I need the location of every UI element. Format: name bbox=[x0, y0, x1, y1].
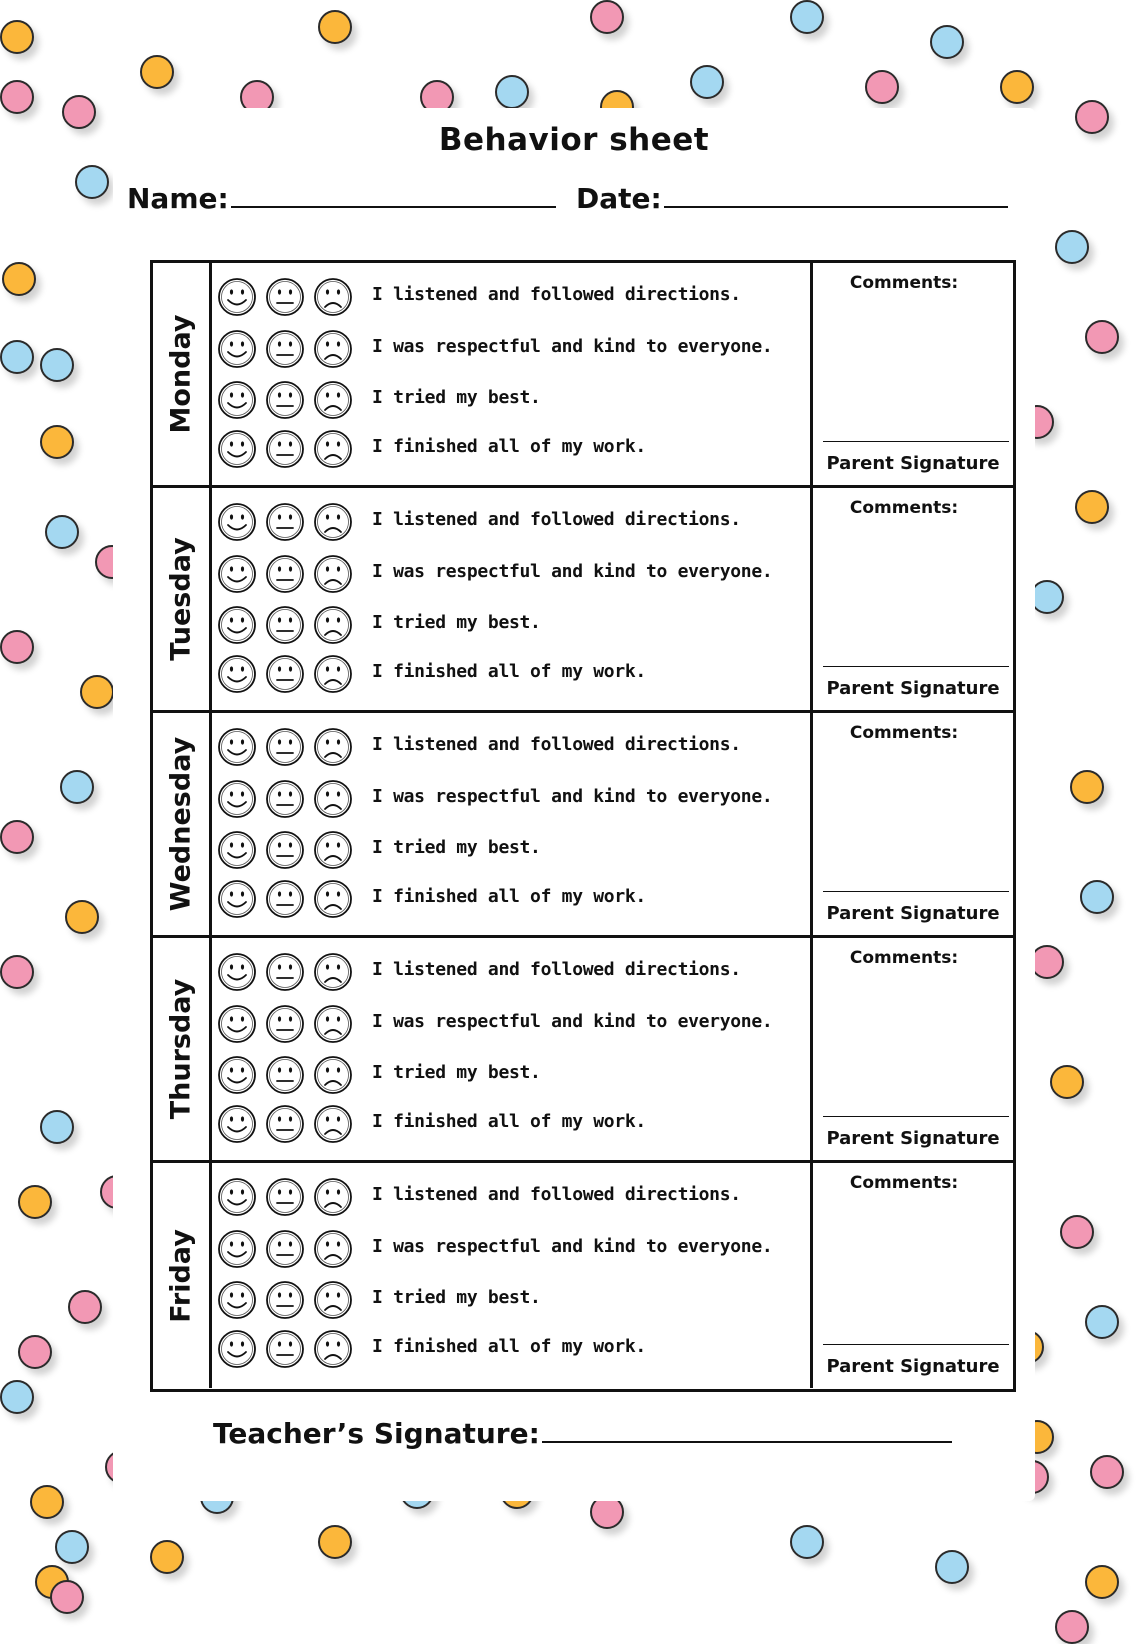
smiley-face-icon[interactable] bbox=[217, 952, 257, 992]
comments-cell[interactable] bbox=[813, 488, 1013, 710]
background-dot bbox=[45, 515, 79, 549]
behavior-item-text: I tried my best. bbox=[372, 612, 541, 633]
background-dot bbox=[1090, 1455, 1124, 1489]
background-dot bbox=[18, 1335, 52, 1369]
neutral-face-icon[interactable] bbox=[265, 1329, 305, 1369]
behavior-item-row bbox=[212, 721, 810, 771]
background-dot bbox=[0, 955, 34, 989]
background-dot bbox=[0, 340, 34, 374]
behavior-items bbox=[212, 488, 813, 710]
background-dot bbox=[0, 80, 34, 114]
frowning-face-icon[interactable] bbox=[313, 1229, 353, 1269]
frowning-face-icon[interactable] bbox=[313, 277, 353, 317]
behavior-item-row bbox=[212, 374, 810, 424]
sheet-title: Behavior sheet bbox=[438, 122, 710, 158]
neutral-face-icon[interactable] bbox=[265, 605, 305, 645]
teacher-signature-label: Teacher’s Signature: bbox=[213, 1417, 540, 1450]
smiley-face-icon[interactable] bbox=[217, 1104, 257, 1144]
frowning-face-icon[interactable] bbox=[313, 1177, 353, 1217]
background-dot bbox=[62, 95, 96, 129]
day-label-cell bbox=[153, 488, 212, 710]
date-blank-line[interactable] bbox=[664, 180, 1008, 208]
smiley-face-icon[interactable] bbox=[217, 830, 257, 870]
date-label: Date: bbox=[576, 182, 662, 215]
background-dot bbox=[0, 820, 34, 854]
background-dot bbox=[318, 10, 352, 44]
background-dot bbox=[18, 1185, 52, 1219]
background-dot bbox=[1000, 70, 1034, 104]
day-label-cell bbox=[153, 263, 212, 485]
behavior-item-text: I listened and followed directions. bbox=[372, 509, 741, 530]
parent-signature-line[interactable] bbox=[823, 1116, 1009, 1117]
name-blank-line[interactable] bbox=[231, 180, 556, 208]
neutral-face-icon[interactable] bbox=[265, 329, 305, 369]
comments-label: Comments: bbox=[849, 948, 959, 968]
background-dot bbox=[590, 0, 624, 34]
day-block-wednesday bbox=[153, 713, 1013, 938]
smiley-face-icon[interactable] bbox=[217, 277, 257, 317]
background-dot bbox=[1055, 230, 1089, 264]
behavior-item-text: I was respectful and kind to everyone. bbox=[372, 1011, 773, 1032]
frowning-face-icon[interactable] bbox=[313, 605, 353, 645]
parent-signature-line[interactable] bbox=[823, 666, 1009, 667]
day-block-thursday bbox=[153, 938, 1013, 1163]
behavior-item-text: I tried my best. bbox=[372, 837, 541, 858]
behavior-item-row bbox=[212, 496, 810, 546]
smiley-face-icon[interactable] bbox=[217, 1229, 257, 1269]
behavior-item-row bbox=[212, 1049, 810, 1099]
background-dot bbox=[790, 0, 824, 34]
background-dot bbox=[1030, 580, 1064, 614]
behavior-item-row bbox=[212, 873, 810, 923]
background-dot bbox=[1075, 100, 1109, 134]
behavior-items bbox=[212, 1163, 813, 1388]
neutral-face-icon[interactable] bbox=[265, 277, 305, 317]
parent-signature-line[interactable] bbox=[823, 441, 1009, 442]
comments-cell[interactable] bbox=[813, 263, 1013, 485]
day-label: Friday bbox=[165, 1228, 197, 1323]
behavior-item-row bbox=[212, 1098, 810, 1148]
parent-signature-label: Parent Signature bbox=[826, 678, 1000, 699]
day-block-monday bbox=[153, 263, 1013, 488]
behavior-items bbox=[212, 938, 813, 1160]
behavior-item-text: I was respectful and kind to everyone. bbox=[372, 336, 773, 357]
comments-label: Comments: bbox=[849, 723, 959, 743]
frowning-face-icon[interactable] bbox=[313, 830, 353, 870]
neutral-face-icon[interactable] bbox=[265, 952, 305, 992]
frowning-face-icon[interactable] bbox=[313, 727, 353, 767]
neutral-face-icon[interactable] bbox=[265, 380, 305, 420]
date-field bbox=[576, 180, 1008, 215]
neutral-face-icon[interactable] bbox=[265, 727, 305, 767]
frowning-face-icon[interactable] bbox=[313, 502, 353, 542]
behavior-item-text: I was respectful and kind to everyone. bbox=[372, 786, 773, 807]
background-dot bbox=[1050, 1065, 1084, 1099]
comments-cell[interactable] bbox=[813, 1163, 1013, 1388]
comments-label: Comments: bbox=[849, 273, 959, 293]
background-dot bbox=[80, 675, 114, 709]
frowning-face-icon[interactable] bbox=[313, 779, 353, 819]
behavior-item-row bbox=[212, 599, 810, 649]
smiley-face-icon[interactable] bbox=[217, 329, 257, 369]
background-dot bbox=[1080, 880, 1114, 914]
background-dot bbox=[30, 1485, 64, 1519]
background-dot bbox=[1085, 1305, 1119, 1339]
day-label-cell bbox=[153, 713, 212, 935]
background-dot bbox=[40, 348, 74, 382]
behavior-item-row bbox=[212, 773, 810, 823]
background-dot bbox=[495, 75, 529, 109]
parent-signature-label: Parent Signature bbox=[826, 453, 1000, 474]
behavior-item-text: I tried my best. bbox=[372, 1287, 541, 1308]
smiley-face-icon[interactable] bbox=[217, 727, 257, 767]
day-label: Monday bbox=[165, 314, 197, 434]
name-field bbox=[127, 180, 556, 215]
behavior-item-text: I listened and followed directions. bbox=[372, 734, 741, 755]
teacher-signature-field bbox=[213, 1415, 952, 1450]
behavior-item-text: I finished all of my work. bbox=[372, 1336, 646, 1357]
smiley-face-icon[interactable] bbox=[217, 654, 257, 694]
smiley-face-icon[interactable] bbox=[217, 1055, 257, 1095]
background-dot bbox=[790, 1525, 824, 1559]
background-dot bbox=[2, 262, 36, 296]
frowning-face-icon[interactable] bbox=[313, 380, 353, 420]
neutral-face-icon[interactable] bbox=[265, 502, 305, 542]
behavior-item-row bbox=[212, 323, 810, 373]
day-label-cell bbox=[153, 1163, 212, 1388]
behavior-item-row bbox=[212, 1323, 810, 1373]
neutral-face-icon[interactable] bbox=[265, 554, 305, 594]
neutral-face-icon[interactable] bbox=[265, 1055, 305, 1095]
parent-signature-label: Parent Signature bbox=[826, 1128, 1000, 1149]
background-dot bbox=[1085, 320, 1119, 354]
frowning-face-icon[interactable] bbox=[313, 1280, 353, 1320]
background-dot bbox=[150, 1540, 184, 1574]
smiley-face-icon[interactable] bbox=[217, 879, 257, 919]
behavior-item-row bbox=[212, 824, 810, 874]
background-dot bbox=[935, 1550, 969, 1584]
smiley-face-icon[interactable] bbox=[217, 380, 257, 420]
behavior-item-text: I listened and followed directions. bbox=[372, 959, 741, 980]
name-label: Name: bbox=[127, 182, 229, 215]
behavior-items bbox=[212, 713, 813, 935]
teacher-signature-line[interactable] bbox=[542, 1415, 952, 1443]
smiley-face-icon[interactable] bbox=[217, 1280, 257, 1320]
background-dot bbox=[60, 770, 94, 804]
comments-cell[interactable] bbox=[813, 938, 1013, 1160]
behavior-item-row bbox=[212, 423, 810, 473]
smiley-face-icon[interactable] bbox=[217, 554, 257, 594]
background-dot bbox=[1075, 490, 1109, 524]
behavior-item-row bbox=[212, 998, 810, 1048]
comments-cell[interactable] bbox=[813, 713, 1013, 935]
background-dot bbox=[40, 1110, 74, 1144]
behavior-items bbox=[212, 263, 813, 485]
behavior-item-row bbox=[212, 1223, 810, 1273]
neutral-face-icon[interactable] bbox=[265, 429, 305, 469]
smiley-face-icon[interactable] bbox=[217, 605, 257, 645]
neutral-face-icon[interactable] bbox=[265, 1177, 305, 1217]
behavior-item-text: I listened and followed directions. bbox=[372, 284, 741, 305]
background-dot bbox=[0, 1380, 34, 1414]
background-dot bbox=[930, 25, 964, 59]
smiley-face-icon[interactable] bbox=[217, 502, 257, 542]
comments-label: Comments: bbox=[849, 498, 959, 518]
behavior-item-row bbox=[212, 1274, 810, 1324]
frowning-face-icon[interactable] bbox=[313, 1104, 353, 1144]
behavior-item-text: I was respectful and kind to everyone. bbox=[372, 1236, 773, 1257]
background-dot bbox=[55, 1530, 89, 1564]
smiley-face-icon[interactable] bbox=[217, 1177, 257, 1217]
day-label: Wednesday bbox=[165, 736, 197, 912]
day-block-friday bbox=[153, 1163, 1013, 1388]
behavior-table bbox=[150, 260, 1016, 1392]
behavior-item-row bbox=[212, 648, 810, 698]
parent-signature-line[interactable] bbox=[823, 891, 1009, 892]
smiley-face-icon[interactable] bbox=[217, 1004, 257, 1044]
neutral-face-icon[interactable] bbox=[265, 654, 305, 694]
behavior-item-row bbox=[212, 548, 810, 598]
frowning-face-icon[interactable] bbox=[313, 329, 353, 369]
day-label: Thursday bbox=[165, 978, 197, 1120]
smiley-face-icon[interactable] bbox=[217, 779, 257, 819]
behavior-item-text: I tried my best. bbox=[372, 387, 541, 408]
parent-signature-line[interactable] bbox=[823, 1344, 1009, 1345]
frowning-face-icon[interactable] bbox=[313, 654, 353, 694]
background-dot bbox=[65, 900, 99, 934]
background-dot bbox=[75, 165, 109, 199]
behavior-item-row bbox=[212, 946, 810, 996]
day-label-cell bbox=[153, 938, 212, 1160]
smiley-face-icon[interactable] bbox=[217, 429, 257, 469]
frowning-face-icon[interactable] bbox=[313, 1329, 353, 1369]
behavior-item-text: I finished all of my work. bbox=[372, 436, 646, 457]
behavior-item-text: I was respectful and kind to everyone. bbox=[372, 561, 773, 582]
frowning-face-icon[interactable] bbox=[313, 879, 353, 919]
day-block-tuesday bbox=[153, 488, 1013, 713]
background-dot bbox=[1055, 1610, 1089, 1644]
background-dot bbox=[690, 65, 724, 99]
behavior-item-text: I finished all of my work. bbox=[372, 661, 646, 682]
behavior-item-row bbox=[212, 1171, 810, 1221]
background-dot bbox=[0, 20, 34, 54]
neutral-face-icon[interactable] bbox=[265, 1229, 305, 1269]
neutral-face-icon[interactable] bbox=[265, 830, 305, 870]
neutral-face-icon[interactable] bbox=[265, 1104, 305, 1144]
background-dot bbox=[140, 55, 174, 89]
neutral-face-icon[interactable] bbox=[265, 779, 305, 819]
background-dot bbox=[40, 425, 74, 459]
frowning-face-icon[interactable] bbox=[313, 1055, 353, 1095]
background-dot bbox=[1070, 770, 1104, 804]
smiley-face-icon[interactable] bbox=[217, 1329, 257, 1369]
background-dot bbox=[1085, 1565, 1119, 1599]
parent-signature-label: Parent Signature bbox=[826, 1356, 1000, 1377]
neutral-face-icon[interactable] bbox=[265, 879, 305, 919]
behavior-item-text: I listened and followed directions. bbox=[372, 1184, 741, 1205]
behavior-item-text: I tried my best. bbox=[372, 1062, 541, 1083]
background-dot bbox=[68, 1290, 102, 1324]
day-label: Tuesday bbox=[165, 537, 197, 661]
background-dot bbox=[1030, 945, 1064, 979]
background-dot bbox=[1060, 1215, 1094, 1249]
behavior-item-text: I finished all of my work. bbox=[372, 886, 646, 907]
background-dot bbox=[865, 70, 899, 104]
behavior-item-row bbox=[212, 271, 810, 321]
frowning-face-icon[interactable] bbox=[313, 952, 353, 992]
frowning-face-icon[interactable] bbox=[313, 1004, 353, 1044]
frowning-face-icon[interactable] bbox=[313, 554, 353, 594]
behavior-sheet-paper bbox=[113, 108, 1035, 1501]
background-dot bbox=[50, 1580, 84, 1614]
behavior-item-text: I finished all of my work. bbox=[372, 1111, 646, 1132]
parent-signature-label: Parent Signature bbox=[826, 903, 1000, 924]
background-dot bbox=[0, 630, 34, 664]
background-dot bbox=[318, 1525, 352, 1559]
frowning-face-icon[interactable] bbox=[313, 429, 353, 469]
neutral-face-icon[interactable] bbox=[265, 1280, 305, 1320]
comments-label: Comments: bbox=[849, 1173, 959, 1193]
neutral-face-icon[interactable] bbox=[265, 1004, 305, 1044]
